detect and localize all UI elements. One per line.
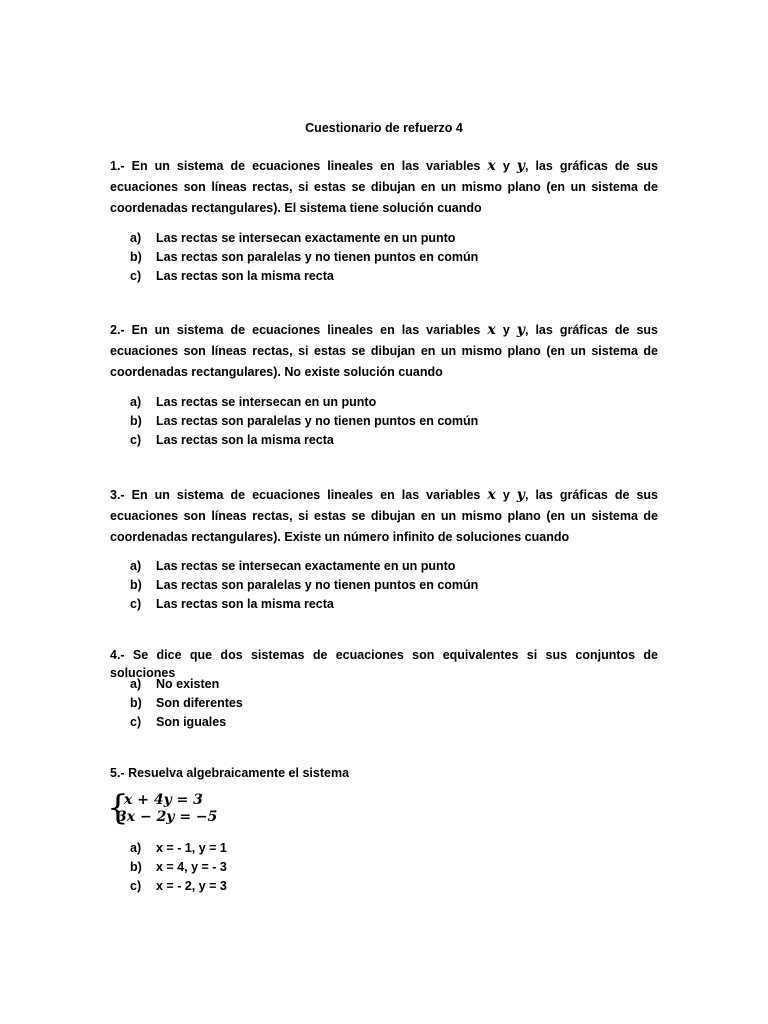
question-4-text: 4.- Se dice que dos sistemas de ecuaciones son equivalentes si sus conjuntos de soluciones: [110, 648, 659, 680]
variable-y: y: [516, 322, 525, 338]
question-3-options: [130, 557, 478, 614]
equation-2: 3x − 2y = −5: [117, 809, 218, 825]
option-a[interactable]: a) No existen: [130, 677, 220, 691]
question-4-options: [130, 675, 243, 732]
question-number: 2.-: [110, 323, 132, 337]
variable-x: x: [487, 322, 496, 338]
question-number: 5.-: [110, 766, 129, 780]
option-a[interactable]: a) Las rectas se intersecan en un punto: [130, 395, 377, 409]
option-a[interactable]: a) x = - 1, y = 1: [130, 841, 227, 855]
question-5-text: 5.- Resuelva algebraicamente el sistema: [110, 766, 350, 780]
option-c[interactable]: c) Son iguales: [130, 715, 227, 729]
option-b[interactable]: b) Las rectas son paralelas y no tienen puntos en común: [130, 414, 479, 428]
option-b[interactable]: b) Las rectas son paralelas y no tienen puntos en común: [130, 578, 479, 592]
option-a[interactable]: a) Las rectas se intersecan exactamente en un punto: [130, 559, 456, 573]
question-1-text: 1.- En un sistema de ecuaciones lineales en las variables x y y, las gráficas de sus ecuaciones son líneas rectas, si estas se dibujan en un mismo plano (en un sistema de coordenadas rectangulares). El sistema tiene solución cuando: [110, 158, 658, 215]
option-c[interactable]: c) Las rectas son la misma recta: [130, 433, 334, 447]
option-b[interactable]: b) Son diferentes: [130, 696, 243, 710]
option-b[interactable]: b) x = 4, y = - 3: [130, 860, 227, 874]
question-number: 3.-: [110, 488, 132, 502]
equation-1: x + 4y = 3: [124, 792, 203, 808]
equation-system: [107, 788, 218, 828]
option-a[interactable]: a) Las rectas se intersecan exactamente en un punto: [130, 231, 456, 245]
question-1-options: [130, 229, 478, 286]
option-c[interactable]: c) Las rectas son la misma recta: [130, 269, 334, 283]
question-1: [110, 156, 658, 219]
question-2-options: [130, 393, 478, 450]
variable-y: y: [516, 487, 525, 503]
brace-symbol: {: [107, 788, 129, 828]
question-number: 4.-: [110, 648, 133, 662]
document-title: Cuestionario de refuerzo 4: [305, 121, 463, 135]
question-2-text: 2.- En un sistema de ecuaciones lineales en las variables x y y, las gráficas de sus ecuaciones son líneas rectas, si estas se dibujan en un mismo plano (en un sistema de coordenadas rectangulares). No existe solución cuando: [110, 322, 658, 379]
variable-x: x: [487, 487, 496, 503]
variable-y: y: [516, 158, 525, 174]
question-2: [110, 320, 658, 383]
option-b[interactable]: b) Las rectas son paralelas y no tienen puntos en común: [130, 250, 479, 264]
question-number: 1.-: [110, 159, 132, 173]
question-5: [110, 764, 658, 782]
question-5-options: [130, 839, 227, 896]
option-c[interactable]: c) Las rectas son la misma recta: [130, 597, 334, 611]
variable-x: x: [487, 158, 496, 174]
question-3: [110, 485, 658, 548]
question-3-text: 3.- En un sistema de ecuaciones lineales en las variables x y y, las gráficas de sus ecuaciones son líneas rectas, si estas se dibujan en un mismo plano (en un sistema de coordenadas rectangulares). Existe un número infinito de soluciones cuando: [110, 487, 658, 544]
option-c[interactable]: c) x = - 2, y = 3: [130, 879, 227, 893]
